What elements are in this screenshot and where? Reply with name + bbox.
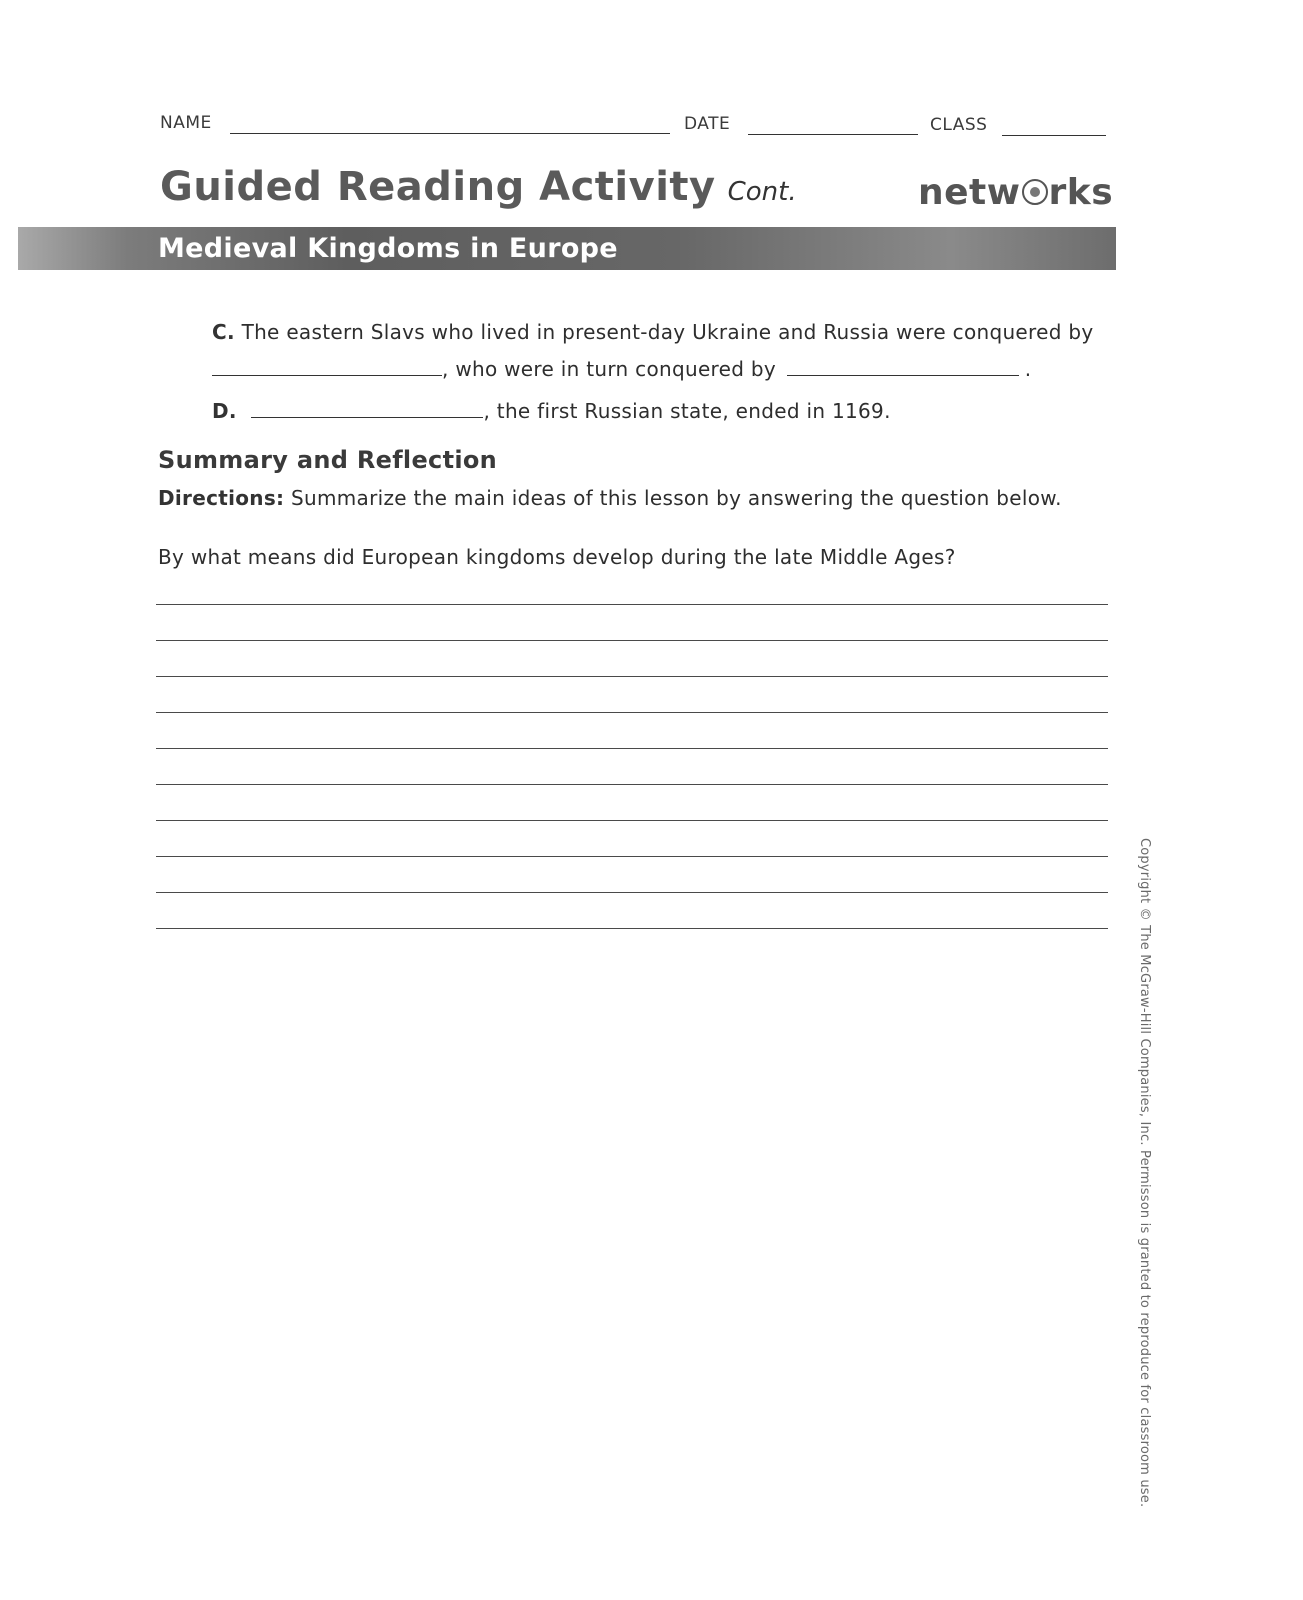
directions-label: Directions: [158,486,285,510]
item-c-letter: C. [212,320,235,344]
brand-text-end: rks [1048,172,1114,213]
answer-line[interactable] [156,712,1108,713]
summary-question: By what means did European kingdoms develop during the late Middle Ages? [158,545,956,569]
answer-line[interactable] [156,748,1108,749]
copyright-notice: Copyright © The McGraw-Hill Companies, Inc. Permisson is granted to reproduce for classroom use. [1137,838,1152,1508]
answer-line[interactable] [156,640,1108,641]
summary-heading: Summary and Reflection [158,446,498,474]
class-field[interactable] [1002,135,1106,136]
item-c-blank-1[interactable] [212,355,442,376]
brand-logo [918,172,1113,213]
brand-text-start: netw [918,172,1021,213]
item-c-line1 [212,320,1094,344]
answer-line[interactable] [156,676,1108,677]
item-c-blank-2[interactable] [787,355,1019,376]
directions-text: Summarize the main ideas of this lesson by answering the question below. [291,486,1062,510]
item-c-end: . [1024,357,1032,381]
date-label: DATE [684,114,731,134]
title-main: Guided Reading Activity [160,164,716,210]
answer-line[interactable] [156,856,1108,857]
title-cont: Cont. [727,177,797,207]
answer-line[interactable] [156,928,1108,929]
name-label: NAME [160,113,212,133]
answer-line[interactable] [156,604,1108,605]
item-d-letter: D. [212,399,237,423]
lesson-title: Medieval Kingdoms in Europe [158,233,618,264]
class-label: CLASS [930,115,988,135]
item-d-line [212,397,891,423]
date-field[interactable] [748,134,918,135]
item-c-line2 [212,355,1031,381]
item-d-text: , the first Russian state, ended in 1169. [483,399,891,423]
item-d-blank[interactable] [251,397,483,418]
name-field[interactable] [230,133,670,134]
brand-o-icon [1022,179,1048,205]
answer-line[interactable] [156,820,1108,821]
item-c-text: The eastern Slavs who lived in present-day Ukraine and Russia were conquered by [241,320,1094,344]
item-c-mid: , who were in turn conquered by [442,357,777,381]
page-title [160,164,797,210]
answer-line[interactable] [156,784,1108,785]
directions [158,486,1062,510]
answer-line[interactable] [156,892,1108,893]
